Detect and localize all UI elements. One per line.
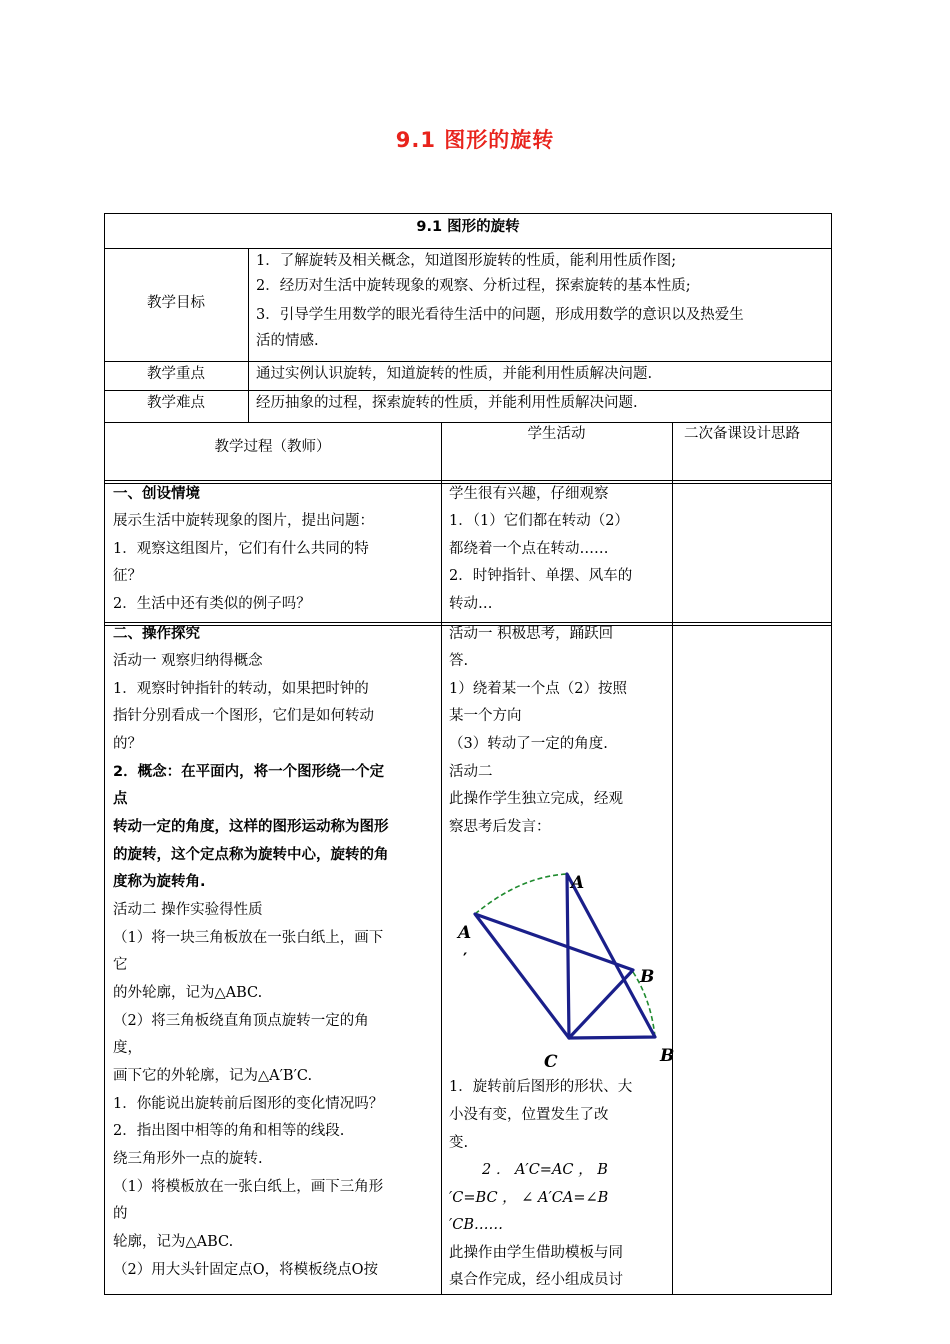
goals-label: 教学目标 bbox=[147, 295, 205, 311]
student-line: 变. bbox=[449, 1135, 469, 1151]
label-c: C bbox=[544, 1052, 558, 1072]
student-line: 此操作学生独立完成，经观 bbox=[449, 791, 623, 807]
student-line: 小没有变，位置发生了改 bbox=[449, 1107, 609, 1123]
student-line: 2 ． A′C=AC ， B bbox=[482, 1162, 608, 1178]
teacher-line: （2）将三角板绕直角顶点旋转一定的角 bbox=[113, 1013, 369, 1029]
goal-line: 3．引导学生用数学的眼光看待生活中的问题，形成用数学的意识以及热爱生 bbox=[256, 307, 744, 323]
concept-line: 2．概念：在平面内，将一个图形绕一个定 bbox=[113, 764, 385, 780]
student-line: 1．（1）它们都在转动（2） bbox=[449, 513, 629, 529]
student-line: 学生很有兴趣，仔细观察 bbox=[449, 486, 609, 502]
teacher-line: 的？ bbox=[113, 736, 142, 752]
rotation-arc-top bbox=[475, 874, 568, 914]
student-line: ′CB…… bbox=[449, 1217, 504, 1233]
goal-line: 2．经历对生活中旋转现象的观察、分析过程，探索旋转的基本性质; bbox=[256, 278, 691, 294]
student-line: 1．旋转前后图形的形状、大 bbox=[449, 1079, 633, 1095]
rotation-figure bbox=[441, 860, 675, 1075]
teacher-line: 绕三角形外一点的旋转. bbox=[113, 1151, 263, 1167]
concept-line: 转动一定的角度，这样的图形运动称为图形 bbox=[113, 819, 389, 835]
teacher-line: 2．生活中还有类似的例子吗？ bbox=[113, 596, 311, 612]
student-line: 都绕着一个点在转动…… bbox=[449, 541, 609, 557]
goal-line: 活的情感. bbox=[256, 333, 319, 349]
teacher-line: 1．观察这组图片，它们有什么共同的特 bbox=[113, 541, 369, 557]
teacher-line: 1．观察时钟指针的转动，如果把时钟的 bbox=[113, 681, 369, 697]
teacher-line: （2）用大头针固定点O，将模板绕点O按 bbox=[113, 1262, 378, 1278]
teacher-line: 轮廓，记为△ABC. bbox=[113, 1234, 234, 1250]
student-line: 桌合作完成，经小组成员讨 bbox=[449, 1272, 623, 1288]
student-line: 1）绕着某一个点（2）按照 bbox=[449, 681, 627, 697]
teacher-line: 它 bbox=[113, 957, 128, 973]
student-line: 答. bbox=[449, 653, 469, 669]
label-a-top: A bbox=[571, 873, 585, 893]
key-point-text: 通过实例认识旋转，知道旋转的性质，并能利用性质解决问题. bbox=[256, 366, 653, 382]
section2-heading: 二、操作探究 bbox=[113, 626, 200, 642]
label-prime: ′ bbox=[463, 949, 468, 968]
student-line: ′C=BC ， ∠ A′CA=∠B bbox=[449, 1190, 609, 1206]
teacher-line: 指针分别看成一个图形，它们是如何转动 bbox=[113, 708, 374, 724]
teacher-line: 征？ bbox=[113, 568, 142, 584]
teacher-line: 活动一 观察归纳得概念 bbox=[113, 653, 263, 669]
difficulty-text: 经历抽象的过程，探索旋转的性质，并能利用性质解决问题. bbox=[256, 395, 638, 411]
teacher-column-header: 教学过程（教师） bbox=[214, 439, 331, 455]
triangle-original bbox=[567, 874, 655, 1038]
concept-line: 度称为旋转角. bbox=[113, 874, 206, 890]
student-line: 活动一 积极思考，踊跃回 bbox=[449, 626, 614, 642]
concept-line: 的旋转，这个定点称为旋转中心，旋转的角 bbox=[113, 847, 389, 863]
student-column-header: 学生活动 bbox=[527, 426, 586, 442]
notes-column-header: 二次备课设计思路 bbox=[684, 426, 800, 442]
teacher-line: 活动二 操作实验得性质 bbox=[113, 902, 263, 918]
page-title: 9.1 图形的旋转 bbox=[395, 128, 555, 152]
label-b-mid: B bbox=[640, 967, 655, 987]
concept-line: 点 bbox=[113, 791, 128, 807]
student-line: 活动二 bbox=[449, 764, 493, 780]
student-line: 察思考后发言： bbox=[449, 819, 551, 835]
teacher-line: 1．你能说出旋转前后图形的变化情况吗？ bbox=[113, 1096, 384, 1112]
section1-heading: 一、创设情境 bbox=[113, 486, 200, 502]
teacher-line: 2．指出图中相等的角和相等的线段. bbox=[113, 1123, 345, 1139]
teacher-line: 展示生活中旋转现象的图片，提出问题： bbox=[113, 513, 374, 529]
student-line: 转动… bbox=[449, 596, 493, 612]
student-line: 2．时钟指针、单摆、风车的 bbox=[449, 568, 633, 584]
label-b-bottom: B bbox=[660, 1046, 675, 1066]
student-line: 此操作由学生借助模板与同 bbox=[449, 1245, 623, 1261]
teacher-line: 的 bbox=[113, 1206, 128, 1222]
label-a-left: A bbox=[458, 923, 472, 943]
teacher-line: 画下它的外轮廓，记为△A′B′C. bbox=[113, 1068, 313, 1084]
student-line: （3）转动了一定的角度. bbox=[449, 736, 608, 752]
difficulty-label: 教学难点 bbox=[147, 395, 205, 411]
student-line: 某一个方向 bbox=[449, 708, 522, 724]
teacher-line: 的外轮廓，记为△ABC. bbox=[113, 985, 263, 1001]
triangle-rotated bbox=[475, 914, 633, 1038]
teacher-line: 度， bbox=[113, 1040, 142, 1056]
teacher-line: （1）将模板放在一张白纸上，画下三角形 bbox=[113, 1179, 384, 1195]
table-title: 9.1 图形的旋转 bbox=[416, 219, 520, 235]
goal-line: 1．了解旋转及相关概念，知道图形旋转的性质，能利用性质作图; bbox=[256, 253, 677, 269]
teacher-line: （1）将一块三角板放在一张白纸上，画下 bbox=[113, 930, 384, 946]
key-point-label: 教学重点 bbox=[147, 366, 205, 382]
